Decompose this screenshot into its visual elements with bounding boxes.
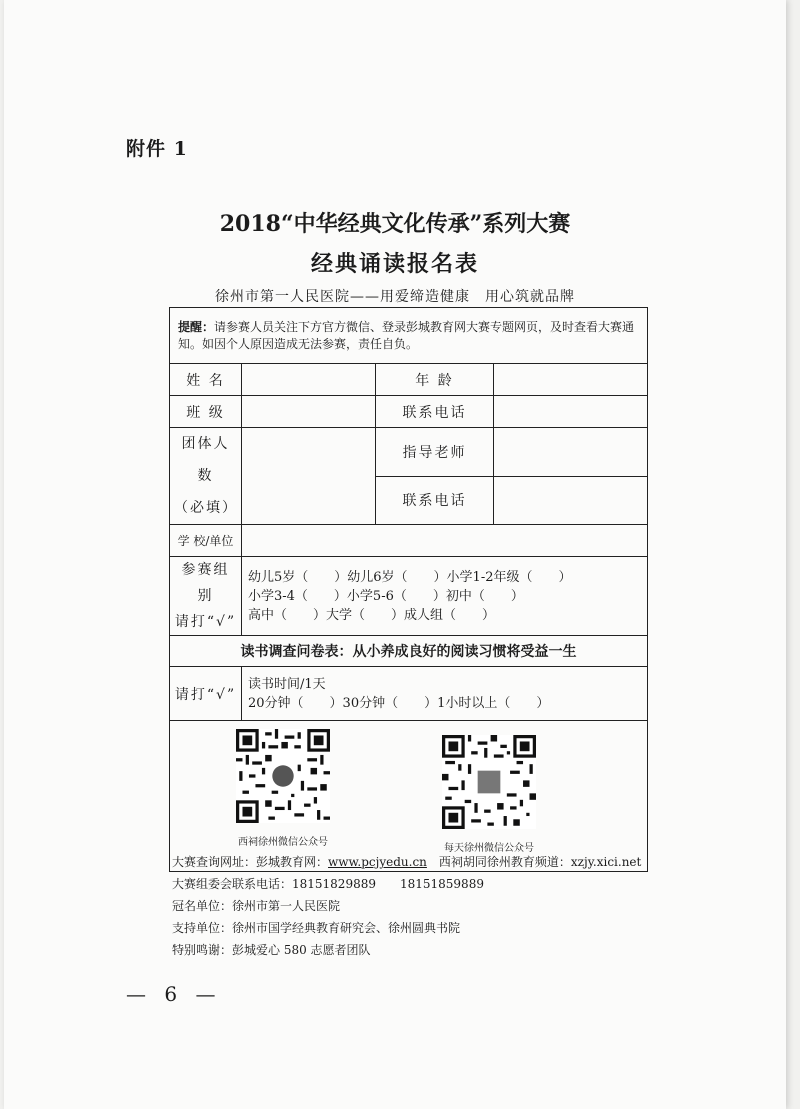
- website-link[interactable]: www.pcjyedu.cn: [328, 855, 427, 869]
- footer-query-line: [172, 853, 641, 870]
- registration-form-table: [169, 307, 648, 872]
- teacher-label: 指导老师: [376, 428, 494, 477]
- qr-right-caption: 每天徐州微信公众号: [444, 843, 534, 854]
- footer-query-suffix: 西祠胡同徐州教育频道：xzjy.xici.net: [426, 855, 642, 869]
- group-options[interactable]: [242, 557, 648, 636]
- name-label: 姓 名: [170, 364, 242, 396]
- group-select-label-1: 参赛组别: [181, 562, 230, 604]
- qr-code-section: [170, 721, 648, 872]
- footer-phone-line: 大赛组委会联系电话：18151829889 18151859889: [172, 877, 484, 891]
- subtitle: 徐州市第一人民医院——用爱缔造健康 用心筑就品牌: [215, 289, 575, 305]
- group-count-label: [170, 428, 242, 525]
- title-line-1: 2018“中华经典文化传承”系列大赛: [219, 211, 571, 237]
- class-field[interactable]: [242, 396, 376, 428]
- qr-left-caption: 西祠徐州微信公众号: [238, 837, 328, 848]
- teacher-field[interactable]: [494, 428, 648, 477]
- teacher-phone-label: 联系电话: [376, 476, 494, 525]
- class-label: 班 级: [170, 396, 242, 428]
- group-options-line-3: 高中（ ）大学（ ）成人组（ ）: [248, 607, 496, 623]
- notice-cell: [170, 308, 648, 364]
- footer-sponsor-line: 冠名单位：徐州市第一人民医院: [172, 899, 341, 913]
- notice-text: 请参赛人员关注下方官方微信、登录彭城教育网大赛专题网页，及时查看大赛通知。如因个人原因造成无法参赛，责任自负。: [178, 319, 635, 351]
- notice-label: 提醒：: [178, 319, 215, 334]
- name-field[interactable]: [242, 364, 376, 396]
- attachment-label: 附件 1: [126, 138, 188, 160]
- phone-field[interactable]: [494, 396, 648, 428]
- survey-line-1: 读书时间/1天: [248, 676, 326, 692]
- group-count-text: 团体人数: [181, 436, 230, 484]
- title-line-2: 经典诵读报名表: [310, 251, 479, 277]
- group-options-line-1: 幼儿5岁（ ）幼儿6岁（ ）小学1-2年级（ ）: [248, 569, 572, 585]
- school-field[interactable]: [242, 525, 648, 557]
- group-select-label-2: 请打“√”: [174, 614, 237, 630]
- document-page: [4, 0, 786, 1109]
- age-field[interactable]: [494, 364, 648, 396]
- footer-thanks-line: 特别鸣谢：彭城爱心 580 志愿者团队: [172, 943, 371, 957]
- page-number: — 6 —: [126, 982, 222, 1006]
- group-select-label: [170, 557, 242, 636]
- survey-options[interactable]: [242, 667, 648, 721]
- school-label: 学 校/单位: [170, 525, 242, 557]
- wechat-qr-code-right[interactable]: [442, 735, 536, 829]
- footer-query-prefix: 大赛查询网址：彭城教育网：: [172, 855, 329, 869]
- group-count-field[interactable]: [242, 428, 376, 525]
- group-options-line-2: 小学3-4（ ）小学5-6（ ）初中（ ）: [248, 588, 524, 604]
- survey-title: 读书调查问卷表：从小养成良好的阅读习惯将受益一生: [170, 636, 648, 667]
- group-required-text: （必填）: [174, 500, 238, 516]
- qr-left: [228, 729, 338, 848]
- qr-right: [434, 735, 544, 854]
- age-label: 年 龄: [376, 364, 494, 396]
- wechat-qr-code-left[interactable]: [236, 729, 330, 823]
- survey-label: 请打“√”: [170, 667, 242, 721]
- phone-label: 联系电话: [376, 396, 494, 428]
- survey-line-2: 20分钟（ ）30分钟（ ）1小时以上（ ）: [248, 695, 550, 711]
- footer-support-line: 支持单位：徐州市国学经典教育研究会、徐州圆典书院: [172, 921, 461, 935]
- teacher-phone-field[interactable]: [494, 476, 648, 525]
